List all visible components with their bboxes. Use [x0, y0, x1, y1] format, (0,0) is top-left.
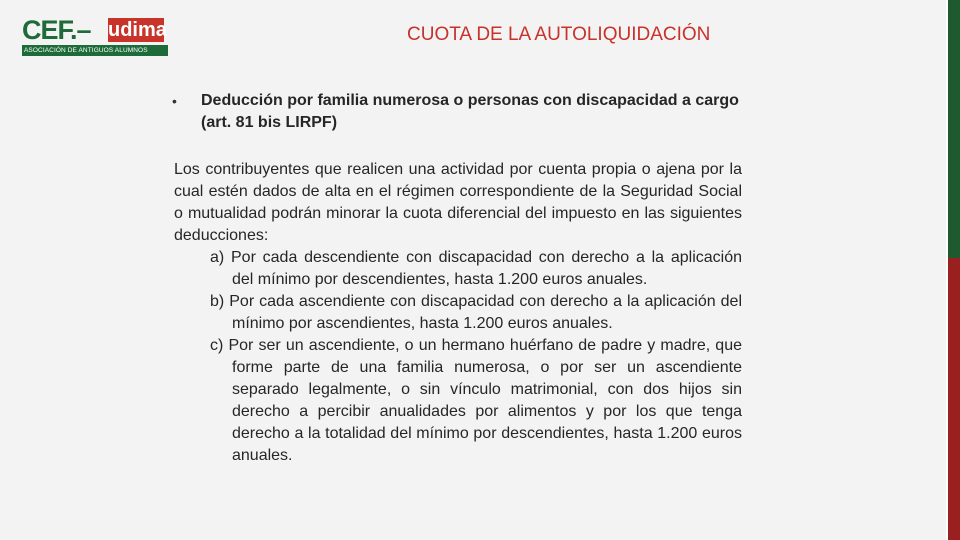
body-content	[174, 159, 742, 467]
bullet-icon: •	[172, 93, 177, 109]
intro-paragraph: Los contribuyentes que realicen una actividad por cuenta propia o ajena por la cual estén dados de alta en el régimen correspondiente de la Seguridad Social o mutualidad podrán minorar la cuota diferencial del impuesto en las siguientes deducciones:	[174, 161, 742, 244]
side-accent-separator	[946, 0, 948, 540]
side-accent-green	[946, 0, 960, 258]
logo-cef-text: CEF.–	[22, 15, 91, 45]
logo-subtitle: ASOCIACIÓN DE ANTIGUOS ALUMNOS	[22, 45, 168, 56]
deduction-item-a: a) Por cada descendiente con discapacidad con derecho a la aplicación del mínimo por descendientes, hasta 1.200 euros anuales.	[210, 249, 742, 288]
logo-udima-text: udima	[108, 19, 167, 41]
slide-title: CUOTA DE LA AUTOLIQUIDACIÓN	[407, 24, 711, 45]
cef-udima-logo	[22, 16, 168, 56]
deduction-item-c: c) Por ser un ascendiente, o un hermano huérfano de padre y madre, que forme parte de una familia numerosa, o por ser un ascendiente separado legalmente, o sin vínculo matrimonial, con dos hijos sin derecho a percibir anualidades por alimentos y por los que tenga derecho a la totalidad del mínimo por descendientes, hasta 1.200 euros anuales.	[210, 337, 742, 464]
deduction-item-b: b) Por cada ascendiente con discapacidad con derecho a la aplicación del mínimo por ascendientes, hasta 1.200 euros anuales.	[210, 293, 742, 332]
side-accent-bar	[946, 0, 960, 540]
bullet-heading-text: Deducción por familia numerosa o personas con discapacidad a cargo (art. 81 bis LIRPF)	[201, 92, 739, 131]
